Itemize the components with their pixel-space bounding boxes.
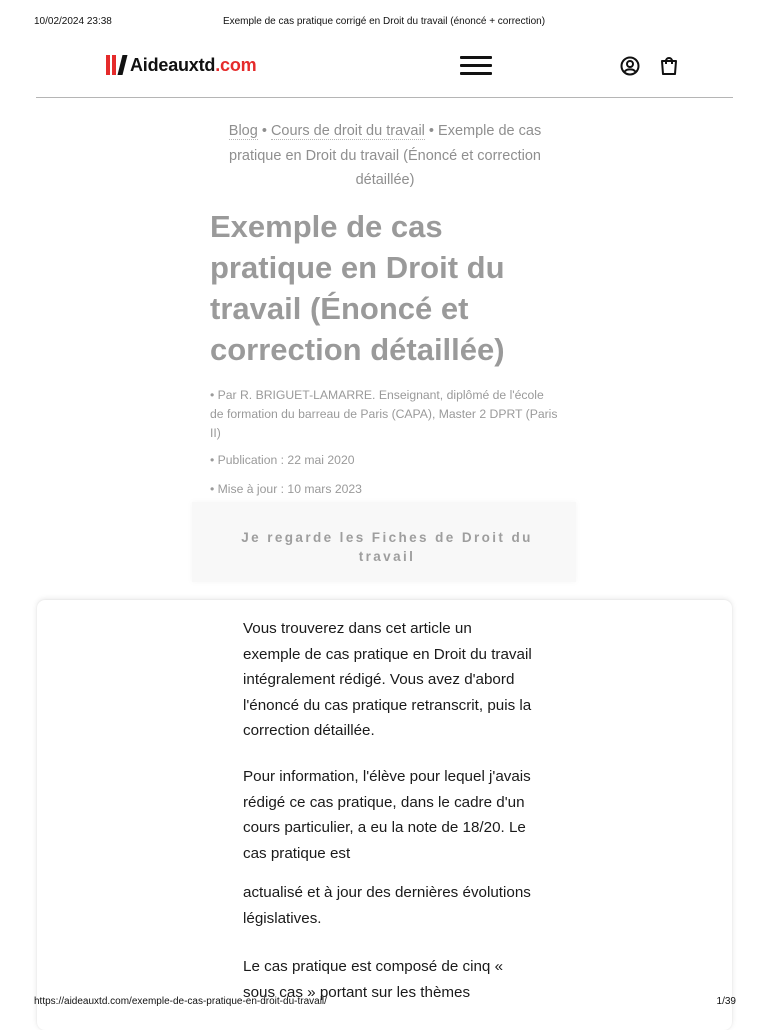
- article-paragraph: Pour information, l'élève pour lequel j'avais rédigé ce cas pratique, dans le cadre d'un cours particulier, a eu la note de 18/20. Le cas pratique est: [243, 768, 531, 862]
- site-header: [0, 44, 768, 98]
- article-paragraph: Le cas pratique est composé de cinq « sous cas » portant sur les thèmes: [243, 958, 504, 1001]
- menu-icon[interactable]: [460, 56, 492, 76]
- print-url: https://aideauxtd.com/exemple-de-cas-pratique-en-droit-du-travail/: [34, 996, 327, 1007]
- breadcrumb-category-link[interactable]: Cours de droit du travail: [270, 123, 425, 139]
- print-header: [0, 16, 768, 30]
- breadcrumb-blog-link[interactable]: Blog: [228, 123, 258, 139]
- article-publication-date: • Publication : 22 mai 2020: [210, 453, 355, 467]
- print-datetime: 10/02/2024 23:38: [34, 16, 112, 27]
- article-paragraph: Vous trouverez dans cet article un exemple de cas pratique en Droit du travail intégralement rédigé. Vous avez d'abord l'énoncé du cas pratique retranscrit, puis la correction détaillée.: [243, 620, 532, 739]
- site-logo[interactable]: [106, 54, 256, 76]
- logo-books-icon: [106, 55, 125, 75]
- account-icon[interactable]: [618, 54, 642, 78]
- breadcrumb: Blog • Cours de droit du travail • Exemple de cas pratique en Droit du travail (Énoncé et correction détaillée): [228, 123, 542, 188]
- print-page-number: 1/39: [716, 996, 736, 1007]
- cart-icon[interactable]: [657, 54, 681, 78]
- article-author: • Par R. BRIGUET-LAMARRE. Enseignant, diplômé de l'école de formation du barreau de Paris (CAPA), Master 2 DPRT (Paris II): [210, 388, 558, 440]
- article-content: [37, 600, 732, 1030]
- header-divider: [36, 97, 733, 98]
- breadcrumb-current: Exemple de cas pratique en Droit du travail (Énoncé et correction détaillée): [229, 123, 542, 188]
- logo-text: Aideauxtd.com: [130, 54, 257, 75]
- print-footer: [0, 996, 768, 1010]
- fiches-cta-link[interactable]: Je regarde les Fiches de Droit du travail: [241, 530, 533, 564]
- article-update-date: • Mise à jour : 10 mars 2023: [210, 482, 362, 496]
- cta-box: [192, 502, 576, 582]
- page-title: Exemple de cas pratique en Droit du travail (Énoncé et correction détaillée): [210, 209, 505, 367]
- article-paragraph: actualisé et à jour des dernières évolutions législatives.: [243, 884, 531, 927]
- print-document-title: Exemple de cas pratique corrigé en Droit du travail (énoncé + correction): [222, 16, 546, 27]
